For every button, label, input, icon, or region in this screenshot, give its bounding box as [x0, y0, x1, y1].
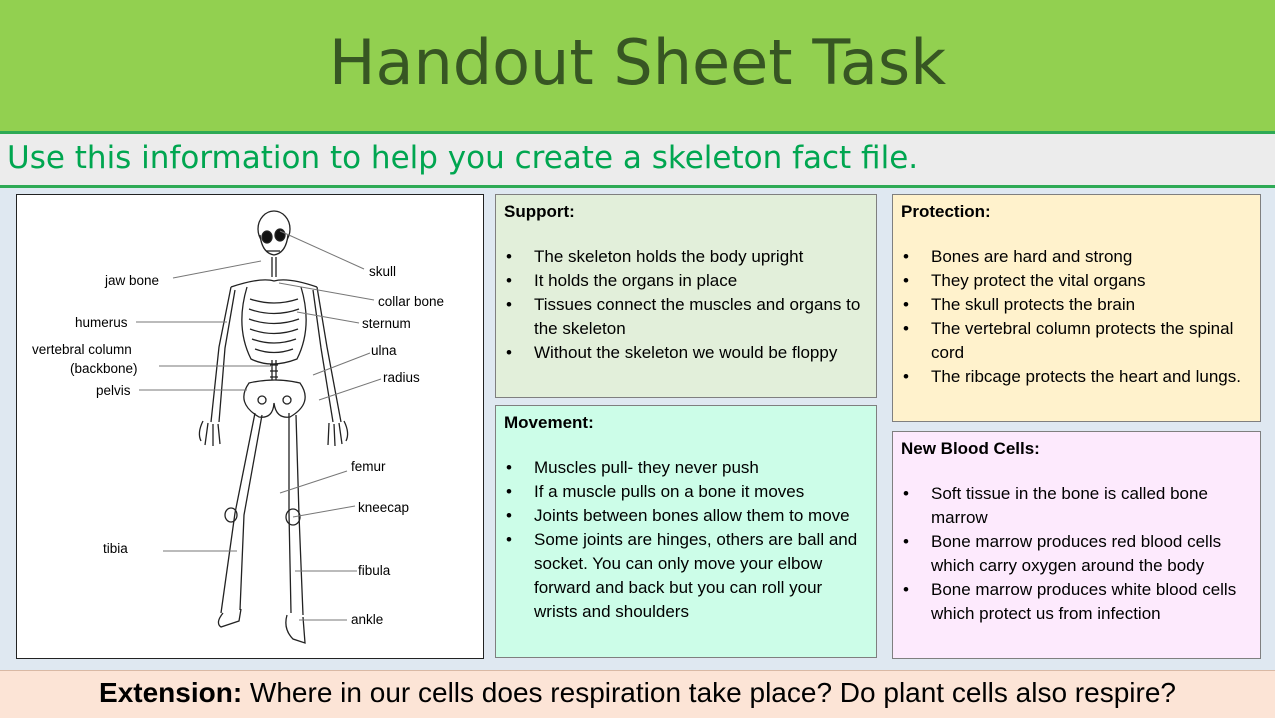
- movement-heading: Movement:: [504, 413, 594, 432]
- extension-question: Where in our cells does respiration take place? Do plant cells also respire?: [242, 677, 1176, 708]
- label-ankle: ankle: [351, 612, 384, 627]
- list-item: • Without the skeleton we would be floppy: [504, 341, 868, 365]
- list-item: • The skull protects the brain: [901, 293, 1252, 317]
- list-item: • Some joints are hinges, others are ball and socket. You can only move your elbow forward and back but you can roll your wrists and shoulders: [504, 528, 868, 624]
- list-item: • Joints between bones allow them to move: [504, 504, 868, 528]
- label-tibia: tibia: [103, 541, 128, 556]
- skeleton-diagram: [16, 194, 484, 659]
- list-item: • The ribcage protects the heart and lungs.: [901, 365, 1252, 389]
- page-title: Handout Sheet Task: [328, 26, 947, 99]
- list-item: • The vertebral column protects the spinal cord: [901, 317, 1252, 365]
- label-skull: skull: [369, 264, 397, 279]
- label-sternum: sternum: [362, 316, 411, 331]
- label-femur: femur: [351, 459, 386, 474]
- movement-list: [504, 456, 868, 624]
- list-item: • Bone marrow produces red blood cells which carry oxygen around the body: [901, 530, 1252, 578]
- list-item: • Bone marrow produces white blood cells which protect us from infection: [901, 578, 1252, 626]
- support-heading: Support:: [504, 202, 575, 221]
- protection-heading: Protection:: [901, 202, 991, 221]
- protection-panel: [892, 194, 1261, 422]
- protection-list: [901, 245, 1252, 389]
- support-list: [504, 245, 868, 365]
- list-item: • The skeleton holds the body upright: [504, 245, 868, 269]
- list-item: • Tissues connect the muscles and organs to the skeleton: [504, 293, 868, 341]
- support-panel: [495, 194, 877, 398]
- label-pelvis: pelvis: [96, 383, 131, 398]
- label-backbone: (backbone): [70, 361, 138, 376]
- label-ulna: ulna: [371, 343, 397, 358]
- label-jaw-bone: jaw bone: [105, 273, 160, 288]
- label-vertebral-column: vertebral column: [32, 342, 132, 357]
- blood-cells-heading: New Blood Cells:: [901, 439, 1040, 458]
- list-item: • They protect the vital organs: [901, 269, 1252, 293]
- blood-cells-panel: [892, 431, 1261, 659]
- blood-cells-list: [901, 482, 1252, 626]
- skeleton-illustration: [17, 195, 483, 658]
- label-collar-bone: collar bone: [378, 294, 445, 309]
- list-item: • Bones are hard and strong: [901, 245, 1252, 269]
- label-radius: radius: [383, 370, 420, 385]
- extension-task: [0, 677, 1275, 709]
- extension-label: Extension:: [99, 677, 243, 708]
- label-fibula: fibula: [358, 563, 391, 578]
- list-item: • It holds the organs in place: [504, 269, 868, 293]
- page-subtitle: Use this information to help you create a skeleton fact file.: [7, 140, 919, 176]
- list-item: • If a muscle pulls on a bone it moves: [504, 480, 868, 504]
- label-kneecap: kneecap: [358, 500, 410, 515]
- list-item: • Soft tissue in the bone is called bone marrow: [901, 482, 1252, 530]
- label-humerus: humerus: [75, 315, 128, 330]
- movement-panel: [495, 405, 877, 658]
- list-item: • Muscles pull- they never push: [504, 456, 868, 480]
